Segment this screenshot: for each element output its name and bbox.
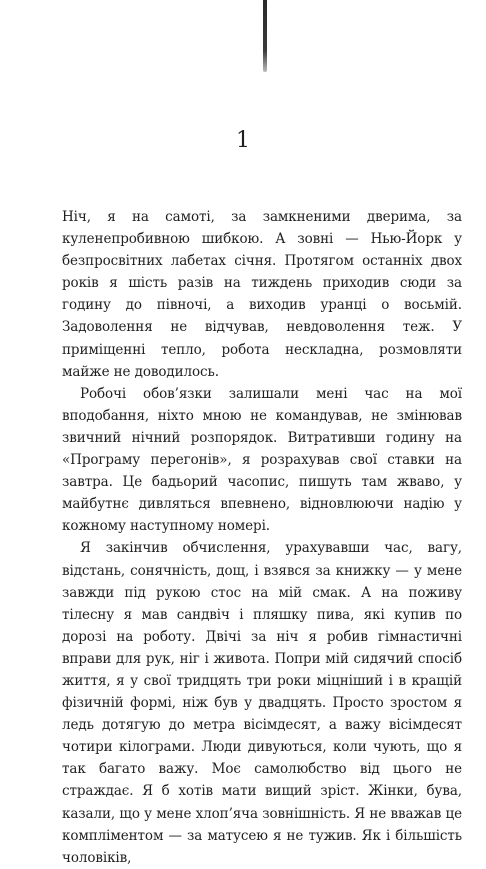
paragraph-1: Ніч, я на самоті, за замкненими дверима, за куленепробивною шибкою. А зовні — Нью-Йорк у безпросвітних лабетах січня. Протягом останніх двох років я шість разів на тиждень приходив сюди за годину до півночі, а виходив уранці о восьмій. Задоволення не відчував, невдоволення теж. У приміщенні тепло, робота нескладна, розмовляти майже не доводилось. [62, 209, 462, 380]
top-vertical-rule [263, 0, 267, 72]
chapter-number: 1 [236, 128, 250, 153]
paragraph-2: Робочі обов’язки залишали мені час на мої вподобання, ніхто мною не командував, не змінював звичний нічний розпорядок. Витративши годину на «Програму перегонів», я розрахував свої ставки на завтра. Це бадьорий часопис, пишуть там жваво, у майбутнє дивляться впевнено, відновлюючи надію у кожному наступному номері. [62, 385, 462, 535]
paragraph-3: Я закінчив обчислення, урахувавши час, вагу, відстань, сонячність, дощ, і взявся за книжку — у мене завжди під рукою стос на мій смак. А на поживу тілесну я мав сандвіч і пляшку пива, які купив по дорозі на роботу. Двічі за ніч я робив гімнастичні вправи для рук, ніг і живота. Попри мій сидячий спосіб життя, я у свої тридцять три роки міцніший і в кращій фізичній формі, ніж був у двадцять. Просто зростом я ледь дотягую до метра вісімдесят, а важу вісімдесят чотири кілограми. Люди дивуються, коли чують, що я так багато важу. Моє самолюбство від цього не страждає. Я б хотів мати вищий зріст. Жінки, бува, казали, що у мене хлоп’яча зовнішність. Я не вважав це компліментом — за матусею я не тужив. Як і більшість чоловіків, [62, 540, 462, 866]
body-text [62, 206, 462, 869]
